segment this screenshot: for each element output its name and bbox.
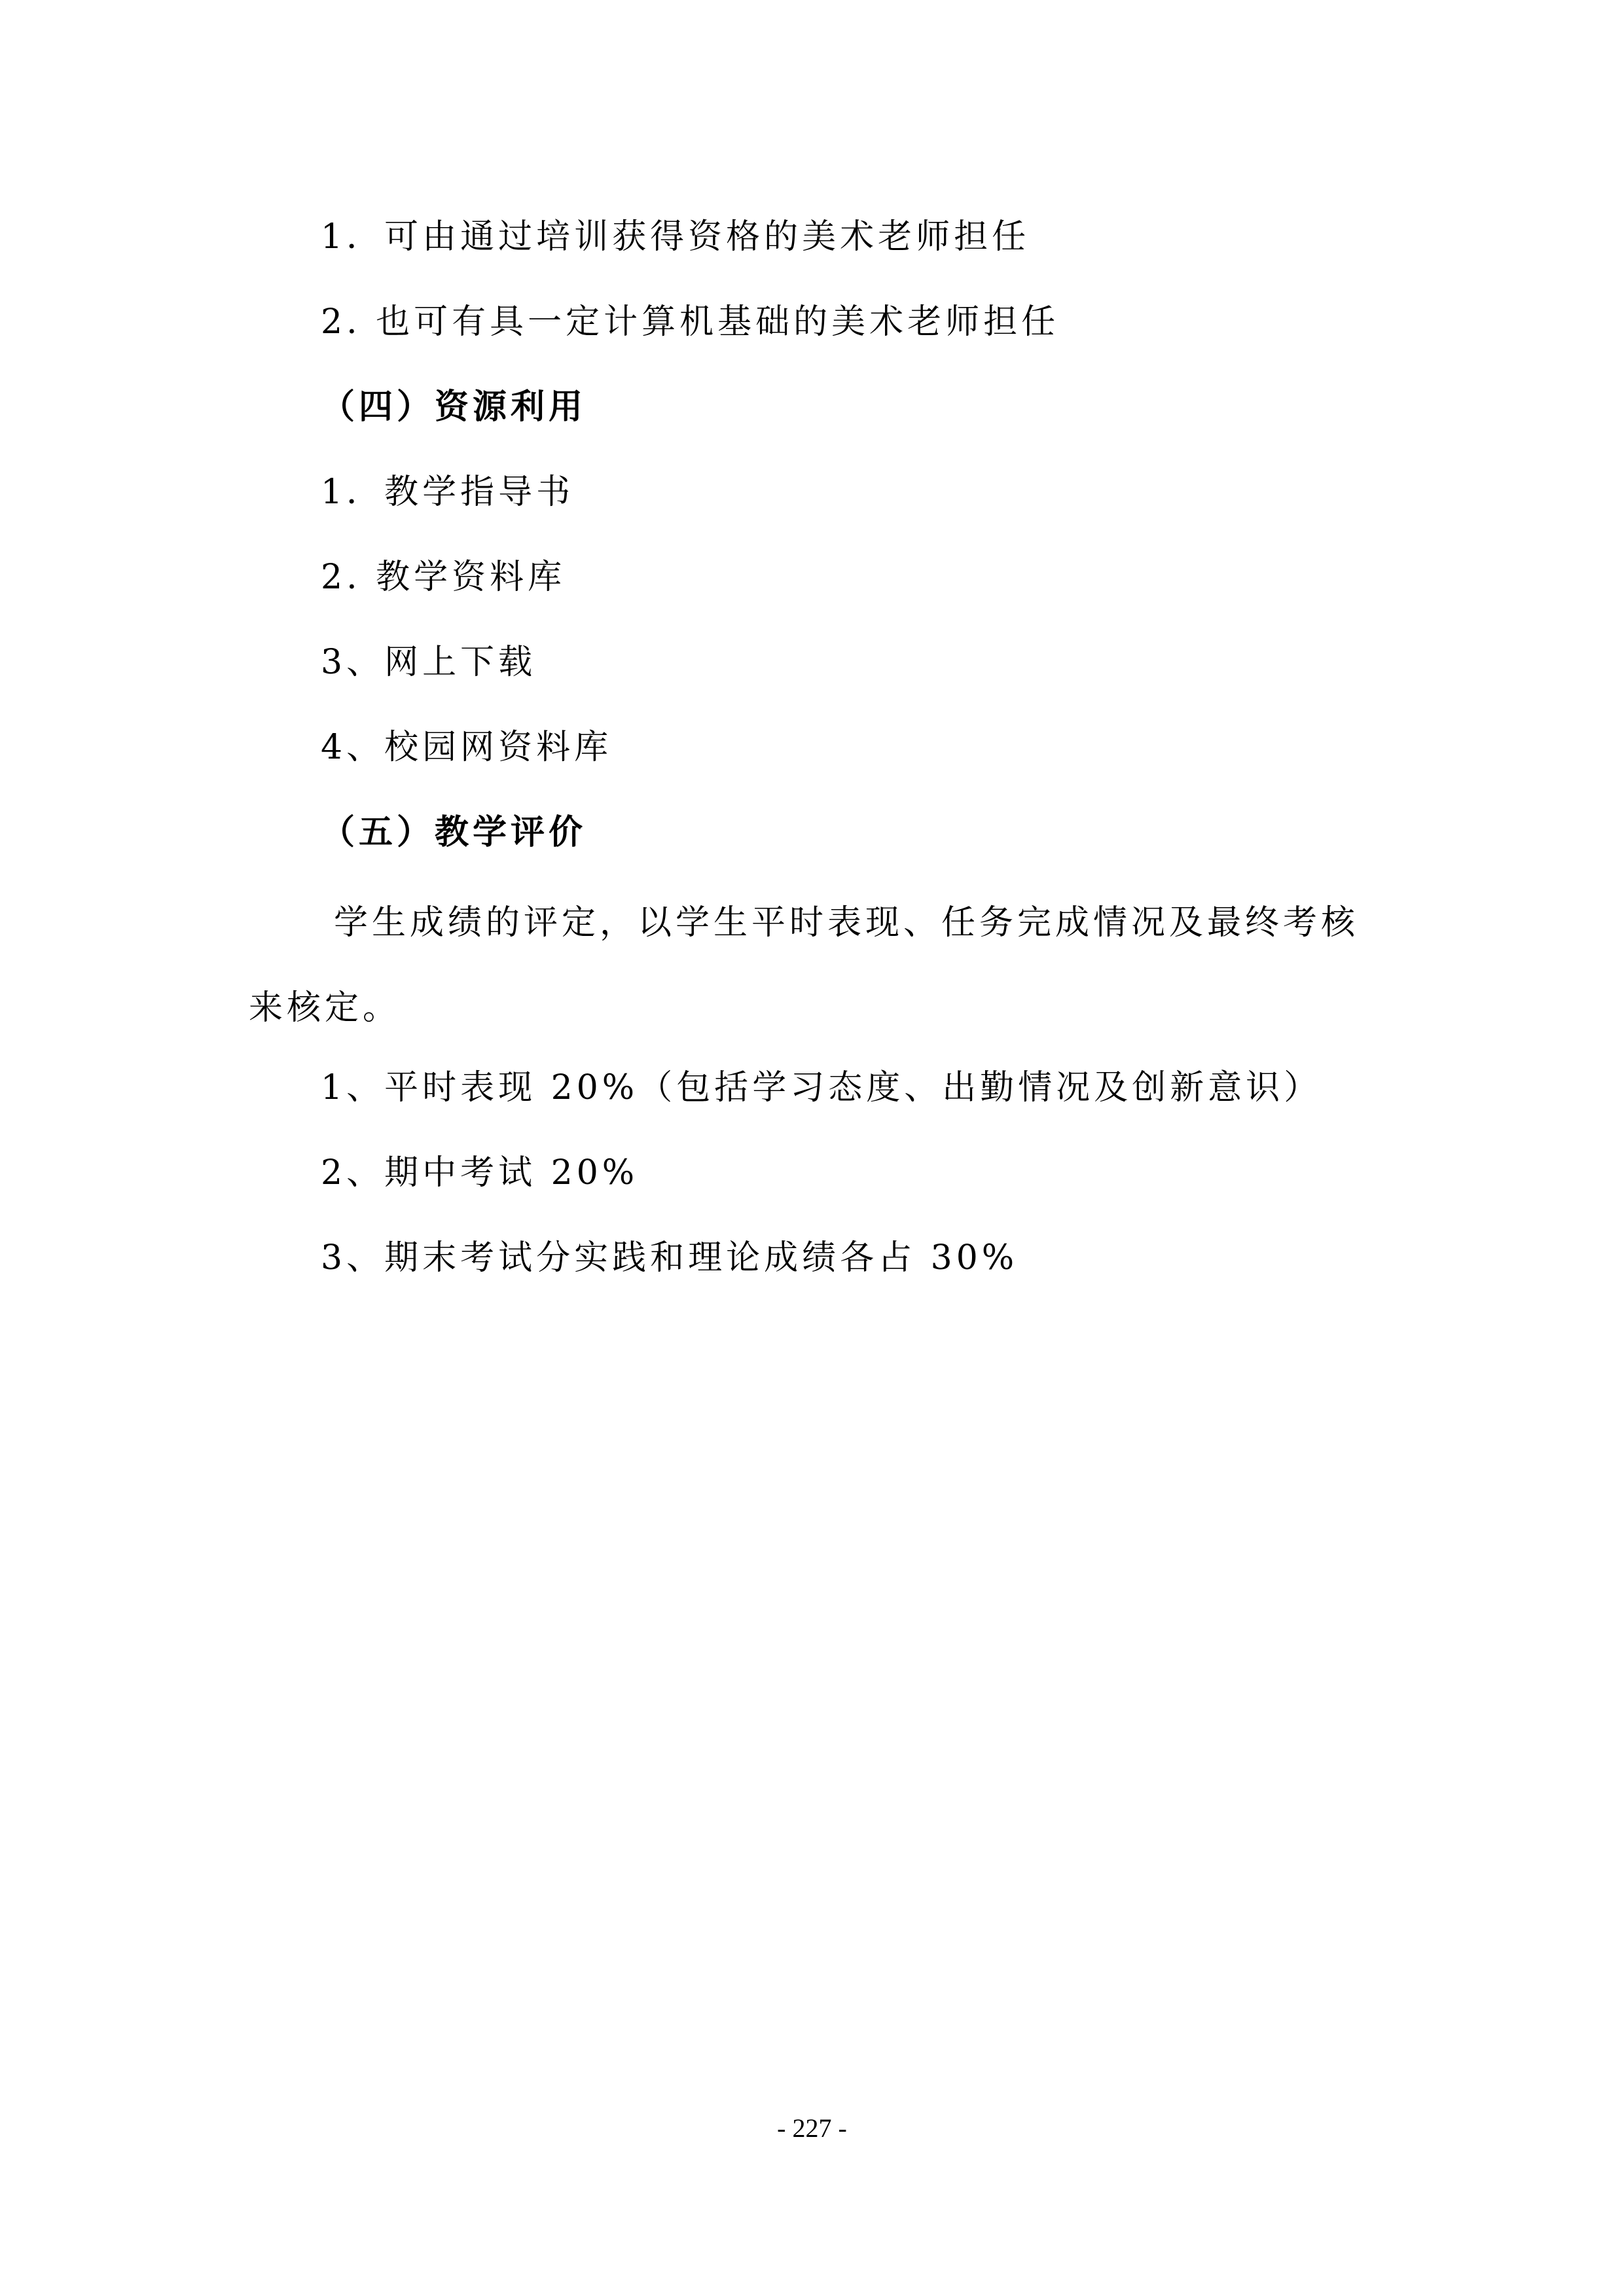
resource-item-4: 4、校园网资料库	[321, 728, 613, 767]
resource-item-3: 3、网上下载	[321, 643, 537, 682]
section-5-heading: （五）教学评价	[321, 812, 587, 852]
evaluation-item-2: 2、期中考试 20%	[321, 1153, 639, 1193]
evaluation-item-1: 1、平时表现 20%（包括学习态度、出勤情况及创新意识）	[321, 1068, 1322, 1107]
resource-item-2: 2. 教学资料库	[321, 558, 566, 597]
section-4-heading: （四）资源利用	[321, 387, 587, 427]
resource-item-1: 1．教学指导书	[321, 473, 575, 512]
page-number: - 227 -	[777, 2113, 847, 2143]
teacher-item-1: 1．可由通过培训获得资格的美术老师担任	[321, 217, 1030, 257]
evaluation-paragraph: 学生成绩的评定，以学生平时表现、任务完成情况及最终考核来核定。	[249, 903, 1360, 1028]
evaluation-item-3: 3、期末考试分实践和理论成绩各占 30%	[321, 1238, 1019, 1278]
teacher-item-2: 2. 也可有具一定计算机基础的美术老师担任	[321, 302, 1060, 342]
